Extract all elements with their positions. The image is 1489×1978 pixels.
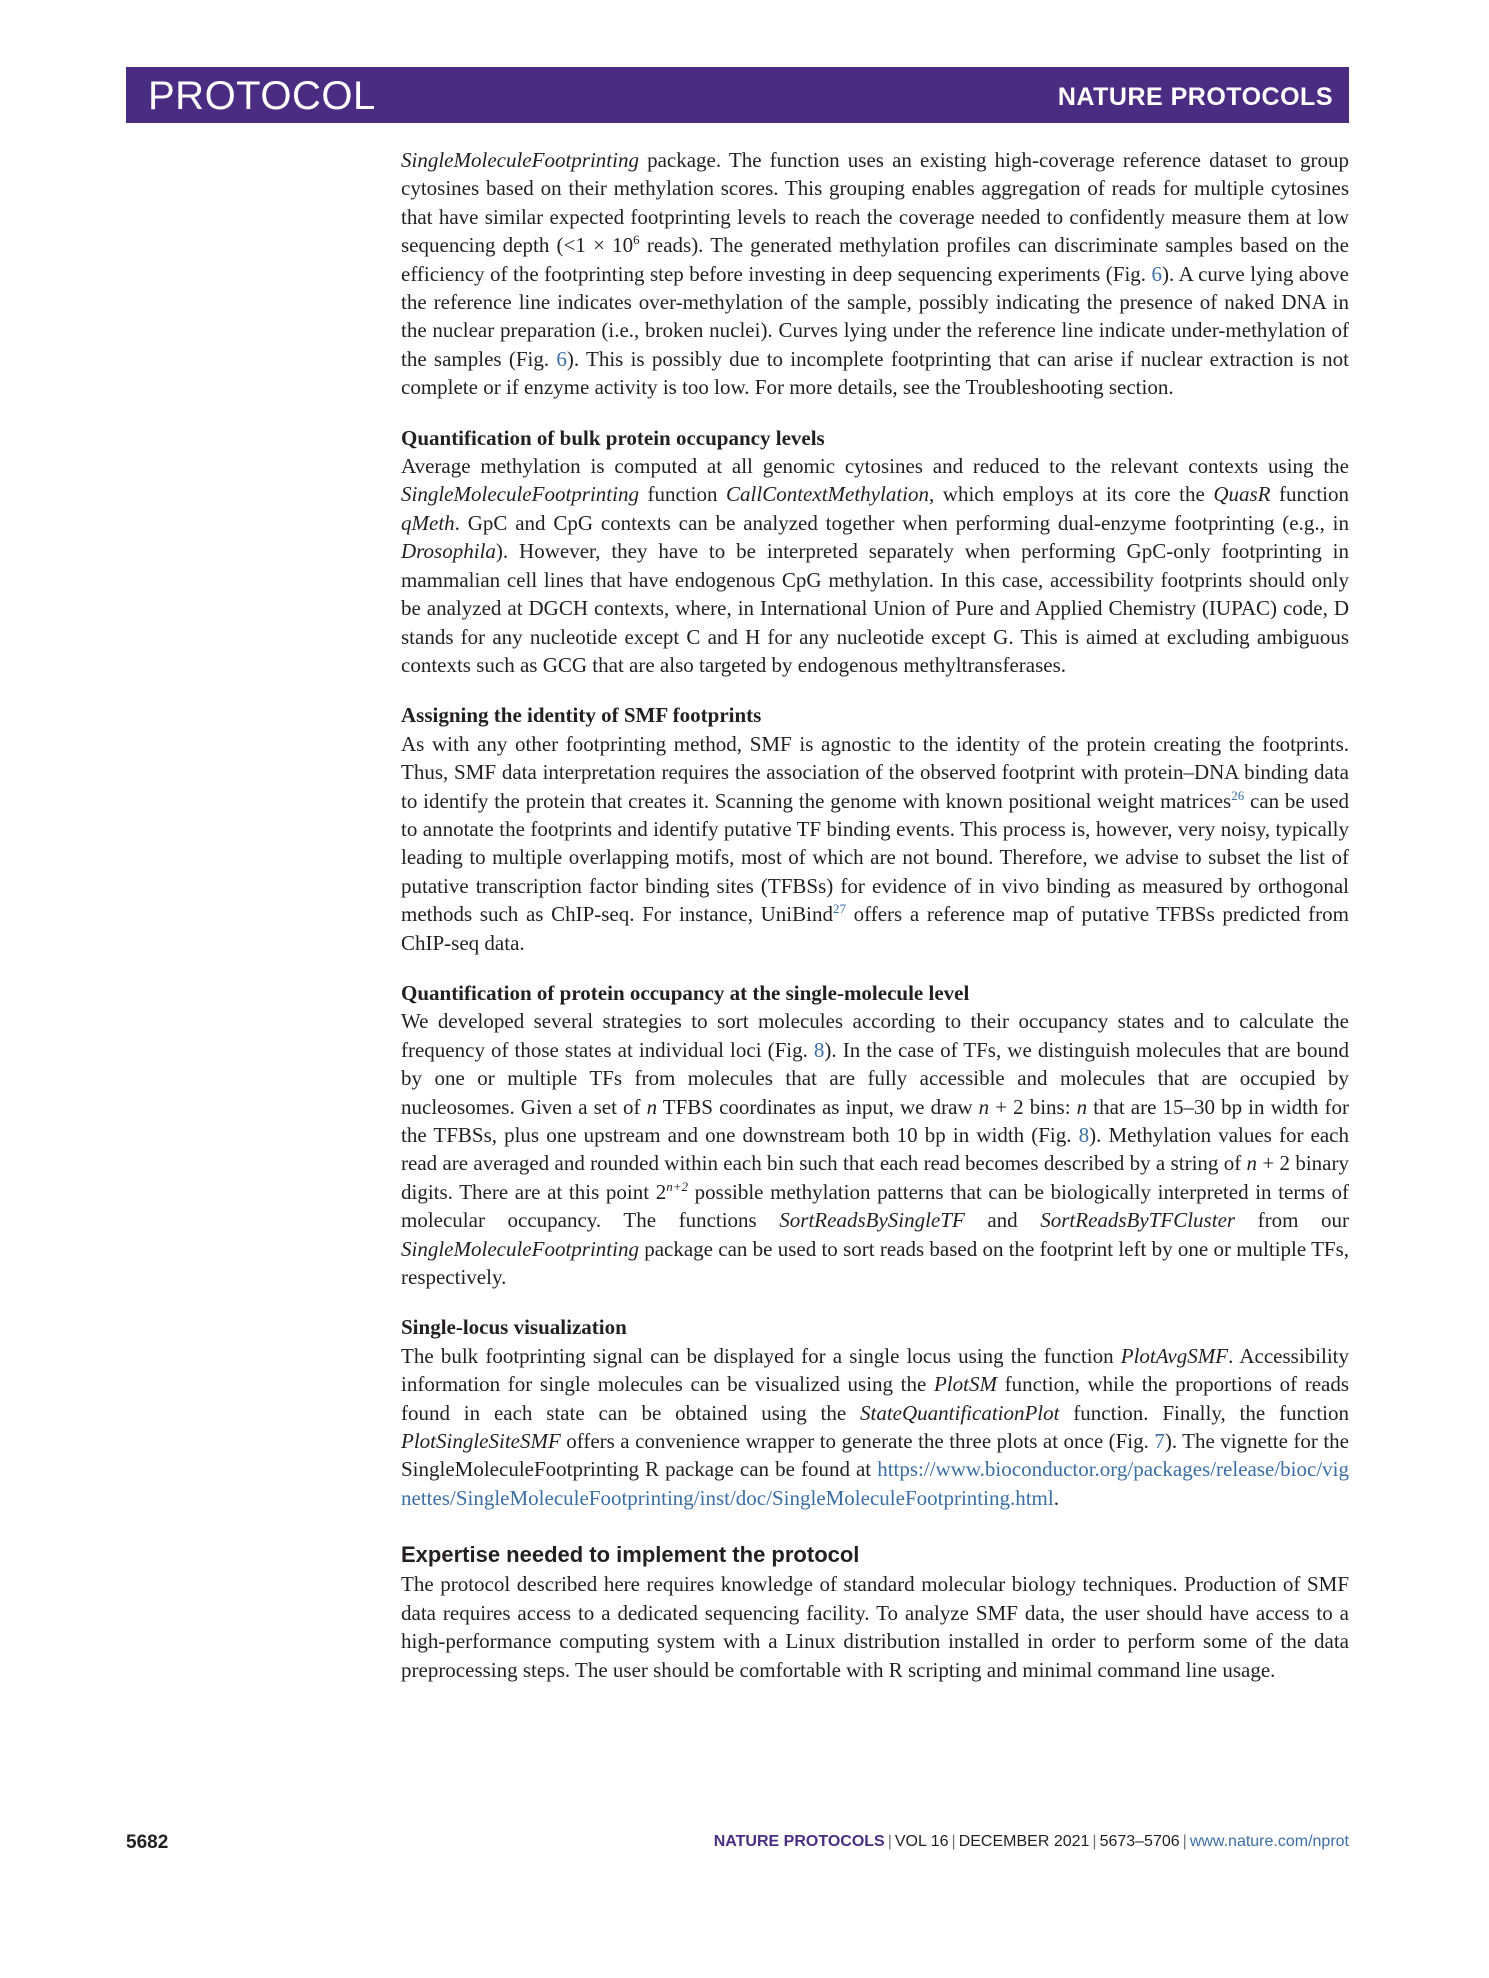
section-expertise bbox=[401, 1540, 1349, 1684]
figure-link[interactable]: 8 bbox=[1078, 1123, 1090, 1147]
footer-pages: 5673–5706 bbox=[1099, 1833, 1180, 1850]
section-heading: Single-locus visualization bbox=[401, 1315, 627, 1340]
section-bulk bbox=[401, 424, 1349, 680]
section-paragraph: Average methylation is computed at all genomic cytosines and reduced to the relevant contexts using the SingleMoleculeFootprinting function CallContextMethylation, which employs at its core the QuasR function qMeth. GpC and CpG contexts can be analyzed together when performing dual-enzyme footprinting (e.g., in Drosophila). However, they have to be interpreted separately when performing GpC-only footprinting in mammalian cell lines that have endogenous CpG methylation. In this case, accessibility footprints should only be analyzed at DGCH contexts, where, in International Union of Pure and Applied Chemistry (IUPAC) code, D stands for any nucleotide except C and H for any nucleotide except G. This is aimed at excluding ambiguous contexts such as GCG that are also targeted by endogenous methyltransferases. bbox=[401, 454, 1350, 677]
section-single-locus bbox=[401, 1313, 1349, 1512]
vignette-link[interactable]: https://www.bioconductor.org/packages/release/bioc/vignettes/SingleMoleculeFootprinting/inst/doc/SingleMoleculeFootprinting.html bbox=[401, 1457, 1349, 1510]
page-number: 5682 bbox=[126, 1832, 169, 1853]
footer-citation: NATURE PROTOCOLS | VOL 16 | DECEMBER 2021 | 5673–5706 | www.nature.com/nprot bbox=[713, 1833, 1349, 1850]
reference-link[interactable]: 26 bbox=[1231, 787, 1245, 803]
figure-link[interactable]: 6 bbox=[1151, 261, 1163, 286]
journal-name: NATURE PROTOCOLS bbox=[1057, 83, 1333, 111]
section-heading: Assigning the identity of SMF footprints bbox=[401, 703, 762, 728]
footer-journal: NATURE PROTOCOLS bbox=[713, 1833, 885, 1850]
journal-banner bbox=[126, 67, 1349, 123]
section-paragraph: As with any other footprinting method, SMF is agnostic to the identity of the protein creating the footprints. Thus, SMF data interpretation requires the association of the observed footprint with protein–DNA binding data to identify the protein that creates it. Scanning the genome with known positional weight matrices$^{26}$ can be used to annotate the footprints and identify putative TF binding events. This process is, however, very noisy, typically leading to multiple overlapping motifs, most of which are not bound. Therefore, we advise to subset the list of putative transcription factor binding sites (TFBSs) for evidence of in vivo binding as measured by orthogonal methods such as ChIP-seq. For instance, UniBind$^{27}$ offers a reference map of putative TFBSs predicted from ChIP-seq data. bbox=[401, 731, 1349, 955]
footer-date: DECEMBER 2021 bbox=[958, 1833, 1090, 1850]
figure-link[interactable]: 7 bbox=[1154, 1429, 1165, 1454]
section-label: PROTOCOL bbox=[148, 74, 376, 118]
section-paragraph: The protocol described here requires knowledge of standard molecular biology techniques. Production of SMF data requires access to a dedicated sequencing facility. To analyze SMF data, the user should have access to a high-performance computing system with a Linux distribution installed in order to perform some of the data preprocessing steps. The user should be comfortable with R scripting and minimal command line usage. bbox=[401, 1572, 1349, 1682]
figure-link[interactable]: 8 bbox=[813, 1037, 825, 1062]
section-heading: Expertise needed to implement the protocol bbox=[401, 1542, 860, 1568]
section-paragraph: The bulk footprinting signal can be displayed for a single locus using the function PlotAvgSMF. Accessibility information for single molecules can be visualized using the PlotSM function, while the proportions of reads found in each state can be obtained using the StateQuantificationPlot function. Finally, the function PlotSingleSiteSMF offers a convenience wrapper to generate the three plots at once (Fig. 7). The vignette for the SingleMoleculeFootprinting R package can be found at https://www.bioconductor.org/packages/release/bioc/vignettes/SingleMoleculeFootprinting/inst/doc/SingleMoleculeFootprinting.html. bbox=[401, 1343, 1350, 1510]
article-body bbox=[401, 146, 1349, 1684]
footer-url[interactable]: www.nature.com/nprot bbox=[1189, 1833, 1349, 1850]
section-single-molecule bbox=[401, 979, 1349, 1291]
section-heading: Quantification of bulk protein occupancy levels bbox=[401, 425, 825, 450]
section-paragraph: We developed several strategies to sort molecules according to their occupancy states and to calculate the frequency of those states at individual loci (Fig. 8). In the case of TFs, we distinguish molecules that are bound by one or multiple TFs from molecules that are fully accessible and molecules that are occupied by nucleosomes. Given a set of n TFBS coordinates as input, we draw n + 2 bins: n that are 15–30 bp in width for the TFBSs, plus one upstream and one downstream both 10 bp in width (Fig. 8). Methylation values for each read are averaged and rounded within each bin such that each read becomes described by a string of n + 2 binary digits. There are at this point $2^{n+2}$ possible methylation patterns that can be biologically interpreted in terms of molecular occupancy. The functions SortReadsBySingleTF and SortReadsByTFCluster from our SingleMoleculeFootprinting package can be used to sort reads based on the footprint left by one or multiple TFs, respectively. bbox=[401, 1009, 1350, 1290]
section-identity bbox=[401, 701, 1349, 957]
figure-link[interactable]: 6 bbox=[556, 346, 567, 371]
section-heading: Quantification of protein occupancy at the single-molecule level bbox=[401, 980, 970, 1005]
intro-paragraph: SingleMoleculeFootprinting package. The function uses an existing high-coverage reference dataset to group cytosines based on their methylation scores. This grouping enables aggregation of reads for multiple cytosines that have similar expected footprinting levels to reach the coverage needed to confidently measure them at low sequencing depth ($<1 \times 10^6$ reads). The generated methylation profiles can discriminate samples based on the efficiency of the footprinting step before investing in deep sequencing experiments (Fig. 6). A curve lying above the reference line indicates over-methylation of the sample, possibly indicating the presence of naked DNA in the nuclear preparation (i.e., broken nuclei). Curves lying under the reference line indicate under-methylation of the samples (Fig. 6). This is possibly due to incomplete footprinting that can arise if nuclear extraction is not complete or if enzyme activity is too low. For more details, see the Troubleshooting section. bbox=[401, 148, 1349, 400]
reference-link[interactable]: 27 bbox=[832, 901, 846, 917]
footer-volume: VOL 16 bbox=[894, 1833, 949, 1850]
